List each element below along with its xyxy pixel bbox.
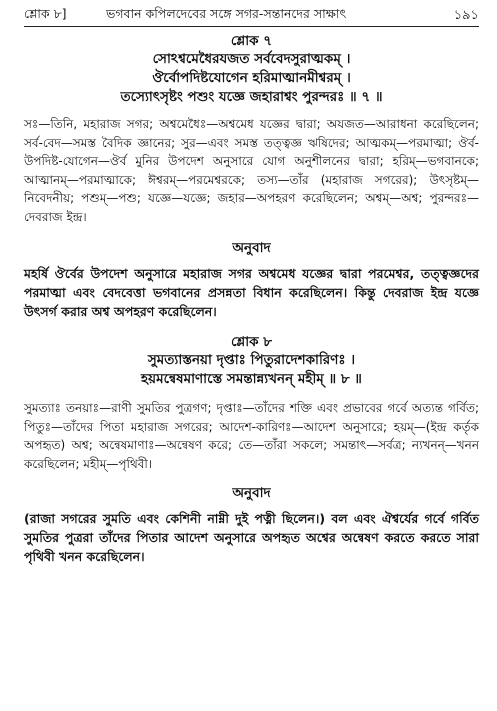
verse-8-title: শ্লোক ৮ — [230, 334, 273, 350]
verse-8-text — [24, 351, 479, 389]
verse-8-line-2: হয়মন্বেষমাণাস্তে সমন্তান্ন্যখনন্ মহীম্ ॥ ৮ ॥ — [141, 371, 362, 387]
verse-8-translation-heading: অনুবাদ — [232, 485, 271, 501]
header-chapter-title: ভগবান কপিলদেবের সঙ্গে সগর-সন্তানদের সাক্ষাৎ — [106, 6, 347, 21]
verse-8-translation: (রাজা সগরের সুমতি এবং কেশিনী নাম্নী দুই পত্নী ছিলেন।) বল এবং ঐশ্বর্যের গর্বে গর্বিত সুমতির পুত্ররা তাঁদের পিতার আদেশ অনুসারে অপহৃত অশ্বের অন্বেষণ করতে করতে সারা পৃথিবী খনন করেছিলেন। — [24, 511, 479, 564]
verse-7-translation: মহর্ষি ঔর্বের উপদেশ অনুসারে মহারাজ সগর অশ্বমেধ যজ্ঞের দ্বারা পরমেশ্বর, তত্ত্বজ্ঞদের পরমাত্মা এবং বেদবেত্তা ভগবানের প্রসন্নতা বিধান করেছিলেন। কিন্তু দেবরাজ ইন্দ্র যজ্ঞে উৎসর্গ করার অশ্ব অপহরণ করেছিলেন। — [24, 266, 479, 319]
verse-7-translation-heading: অনুবাদ — [232, 240, 271, 256]
header-verse-ref: শ্লোক ৮] — [24, 6, 67, 21]
verse-7-text — [24, 50, 479, 107]
verse-7-synonyms: সঃ—তিনি, মহারাজ সগর; অশ্বমেধৈঃ—অশ্বমেধ যজ্ঞের দ্বারা; অযজত—আরাধনা করেছিলেন; সর্ব-বেদ—সমস্ত বৈদিক জ্ঞানের; সুর—এবং সমস্ত তত্ত্বজ্ঞ ঋষিদের; আত্মকম্—পরমাত্মা; ঔর্ব-উপদিষ্ট-যোগেন—ঔর্ব মুনির উপদেশ অনুসারে যোগ অনুশীলনের দ্বারা; হরিম্—ভগবানকে; আত্মানম্—পরমাত্মাকে; ঈশ্বরম্—পরমেশ্বরকে; তস্য—তাঁর (মহারাজ সগরের); উৎসৃষ্টম্—নিবেদনীয়; পশুম্—পশু; যজ্ঞে—যজ্ঞে; জহার—অপহরণ করেছিলেন; অশ্বম্—অশ্ব; পুরন্দরঃ—দেবরাজ ইন্দ্র। — [24, 117, 479, 224]
verse-7-line-3: তস্যোৎসৃষ্টং পশুং যজ্ঞে জহারাশ্বং পুরন্দরঃ ॥ ৭ ॥ — [120, 89, 383, 105]
verse-7-line-2: ঔর্বোপদিষ্টযোগেন হরিমাত্মানমীশ্বরম্ । — [152, 70, 351, 86]
header-rule — [24, 26, 479, 27]
verse-8-line-1: সুমত্যাস্তনয়া দৃপ্তাঃ পিতুরাদেশকারিণঃ । — [147, 352, 356, 368]
verse-8-synonyms: সুমত্যাঃ তনয়াঃ—রাণী সুমতির পুত্রগণ; দৃপ্তাঃ—তাঁদের শক্তি এবং প্রভাবের গর্বে অত্যন্ত গর্বিত; পিতুঃ—তাঁদের পিতা মহারাজ সগরের; আদেশ-কারিণঃ—আদেশ অনুসারে; হয়ম্—(ইন্দ্র কর্তৃক অপহৃত) অশ্ব; অন্বেষমাণাঃ—অন্বেষণ করে; তে—তাঁরা সকলে; সমন্তাৎ—সর্বত্র; ন্যখনন্—খনন করেছিলেন; মহীম্—পৃথিবী। — [24, 401, 479, 471]
running-header — [24, 6, 479, 28]
page-content — [24, 32, 479, 566]
page-number: ১৯১ — [453, 8, 479, 23]
verse-7-title: শ্লোক ৭ — [230, 33, 273, 49]
verse-7-line-1: সোঽশ্বমেধৈরযজত সর্ববেদসুরাত্মকম্ । — [152, 51, 351, 67]
